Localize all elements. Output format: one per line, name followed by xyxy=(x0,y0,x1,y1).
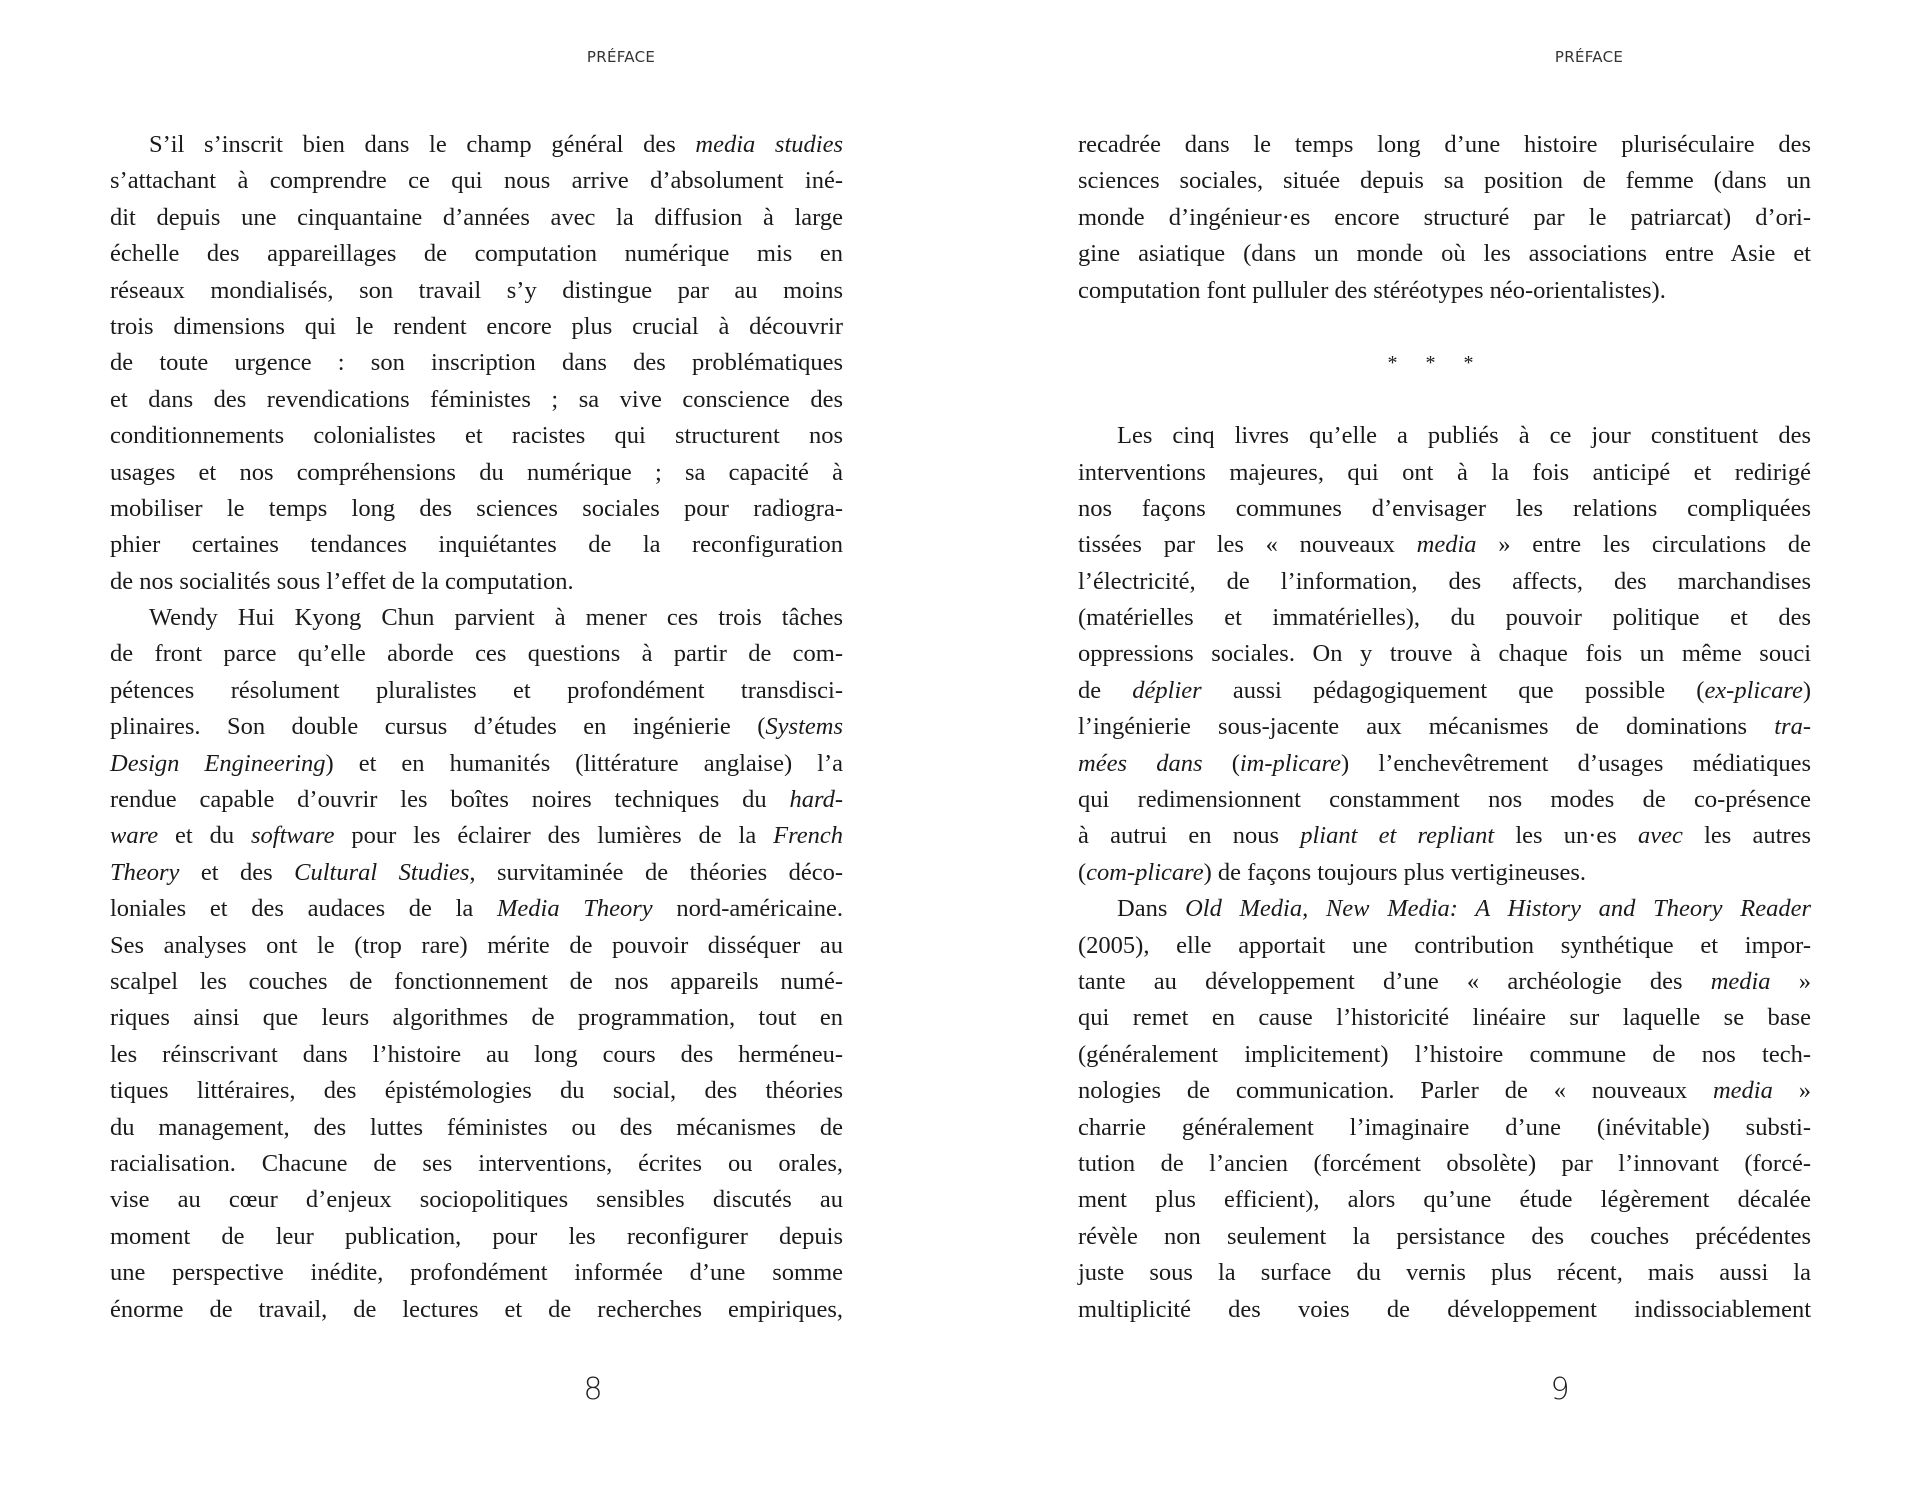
text-line xyxy=(1078,1292,1811,1328)
text-segment: phier certaines tendances inquiétantes de la reconfiguration xyxy=(110,531,843,559)
italic-segment: pliant et repliant xyxy=(1300,822,1495,850)
text-segment: et des xyxy=(179,858,295,886)
text-segment: s’attachant à comprendre ce qui nous arrive d’absolument iné- xyxy=(110,167,843,195)
text-segment: vise au cœur d’enjeux sociopolitiques sensibles discutés au xyxy=(110,1186,843,1214)
text-segment: *** xyxy=(1387,352,1502,375)
italic-segment: ware xyxy=(110,822,159,850)
text-segment: pour les éclairer des lumières de la xyxy=(334,822,774,850)
text-segment: nos façons communes d’envisager les relations compliquées xyxy=(1078,494,1811,522)
text-line xyxy=(110,891,843,927)
text-segment: trois dimensions qui le rendent encore plus crucial à découvrir xyxy=(110,312,843,340)
text-segment: (généralement implicitement) l’histoire commune de nos tech- xyxy=(1078,1040,1811,1068)
running-head: PRÉFACE xyxy=(586,48,656,66)
text-segment: ) xyxy=(1802,676,1812,704)
text-line xyxy=(110,673,843,709)
text-segment: l’électricité, de l’information, des affects, des marchandises xyxy=(1078,567,1811,595)
text-line xyxy=(110,928,843,964)
italic-segment: Systems xyxy=(765,713,843,741)
italic-segment: hard- xyxy=(789,786,843,814)
page-number: 8 xyxy=(583,1372,603,1407)
text-segment: Les cinq livres qu’elle a publiés à ce jour constituent des xyxy=(1117,422,1811,450)
text-segment: (2005), elle apportait une contribution synthétique et impor- xyxy=(1078,931,1811,959)
blank-line xyxy=(1078,382,1811,418)
text-line xyxy=(110,418,843,454)
text-segment: loniales et des audaces de la xyxy=(110,895,497,923)
text-line xyxy=(110,200,843,236)
italic-segment: software xyxy=(251,822,335,850)
italic-segment: media studies xyxy=(695,131,843,158)
text-segment: mobiliser le temps long des sciences sociales pour radiogra- xyxy=(110,494,843,522)
text-segment: à autrui en nous xyxy=(1078,822,1301,850)
text-line xyxy=(110,855,843,891)
text-line xyxy=(110,309,843,345)
text-line xyxy=(1078,564,1811,600)
text-segment: révèle non seulement la persistance des couches précédentes xyxy=(1078,1222,1811,1250)
text-line xyxy=(1078,782,1811,818)
text-line xyxy=(110,564,843,600)
text-segment: conditionnements colonialistes et racistes qui structurent nos xyxy=(110,422,843,450)
text-segment: aussi pédagogiquement que possible ( xyxy=(1201,676,1705,704)
text-segment: sciences sociales, située depuis sa position de femme (dans un xyxy=(1078,167,1811,195)
text-segment: de xyxy=(1078,676,1133,704)
text-line xyxy=(110,636,843,672)
text-segment: les réinscrivant dans l’histoire au long cours des herméneu- xyxy=(110,1040,843,1068)
text-segment: qui redimensionnent constamment nos modes de co-présence xyxy=(1078,786,1811,814)
text-line xyxy=(110,1182,843,1218)
text-segment: ( xyxy=(1078,858,1087,886)
text-line xyxy=(1078,418,1811,454)
italic-segment: déplier xyxy=(1132,676,1202,704)
text-segment: énorme de travail, de lectures et de recherches empiriques, xyxy=(110,1295,843,1323)
text-segment: » xyxy=(1770,967,1811,995)
running-head: PRÉFACE xyxy=(1554,48,1624,66)
text-segment: » xyxy=(1772,1077,1811,1105)
text-segment: tution de l’ancien (forcément obsolète) par l’innovant (forcé- xyxy=(1078,1149,1811,1177)
text-line xyxy=(1078,1255,1811,1291)
text-line xyxy=(1078,1146,1811,1182)
text-segment: racialisation. Chacune de ses interventions, écrites ou orales, xyxy=(110,1149,843,1177)
right-page xyxy=(961,0,1921,1496)
text-line xyxy=(1078,600,1811,636)
text-segment: de toute urgence : son inscription dans des problématiques xyxy=(110,349,843,377)
text-segment: » entre les circulations de xyxy=(1476,531,1811,559)
text-line xyxy=(110,964,843,1000)
italic-segment: Cultural Studies xyxy=(294,858,470,886)
text-segment: recadrée dans le temps long d’une histoire pluriséculaire des xyxy=(1078,131,1811,158)
text-line xyxy=(110,1219,843,1255)
text-segment: plinaires. Son double cursus d’études en ingénierie ( xyxy=(110,713,766,741)
text-segment: multiplicité des voies de développement indissociablement xyxy=(1078,1295,1811,1323)
text-segment: charrie généralement l’imaginaire d’une (inévitable) substi- xyxy=(1078,1113,1811,1141)
text-line xyxy=(1078,236,1811,272)
text-segment: les un·es xyxy=(1494,822,1639,850)
italic-segment: com-plicare xyxy=(1086,858,1204,886)
italic-segment: ex-plicare xyxy=(1704,676,1803,704)
text-segment: qui remet en cause l’historicité linéaire sur laquelle se base xyxy=(1078,1004,1811,1032)
italic-segment: media xyxy=(1712,1077,1773,1105)
text-line xyxy=(110,782,843,818)
text-segment: usages et nos compréhensions du numérique ; sa capacité à xyxy=(110,458,843,486)
text-line xyxy=(1078,636,1811,672)
text-segment: interventions majeures, qui ont à la fois anticipé et redirigé xyxy=(1078,458,1811,486)
text-line xyxy=(1078,855,1811,891)
text-segment: oppressions sociales. On y trouve à chaque fois un même souci xyxy=(1078,640,1811,668)
text-line xyxy=(110,600,843,636)
text-line xyxy=(110,1292,843,1328)
text-segment: computation font pulluler des stéréotypes néo-orientalistes). xyxy=(1078,276,1666,304)
text-segment: échelle des appareillages de computation numérique mis en xyxy=(110,240,843,268)
left-page xyxy=(0,0,960,1496)
text-line xyxy=(1078,1182,1811,1218)
text-line xyxy=(1078,527,1811,563)
text-segment: dit depuis une cinquantaine d’années avec la diffusion à large xyxy=(110,203,843,231)
text-line xyxy=(1078,1037,1811,1073)
text-segment: Wendy Hui Kyong Chun parvient à mener ces trois tâches xyxy=(149,604,843,632)
italic-segment: tra- xyxy=(1774,713,1811,741)
text-line xyxy=(1078,964,1811,1000)
text-segment: ( xyxy=(1202,749,1240,777)
text-line xyxy=(1078,818,1811,854)
text-line xyxy=(110,273,843,309)
text-line xyxy=(110,455,843,491)
text-line xyxy=(1078,1110,1811,1146)
text-line xyxy=(110,236,843,272)
text-line xyxy=(110,382,843,418)
text-segment: monde d’ingénieur·es encore structuré par le patriarcat) d’ori- xyxy=(1078,203,1811,231)
text-segment: Dans xyxy=(1117,895,1186,923)
text-segment: ) et en humanités (littérature anglaise) l’a xyxy=(325,749,843,777)
italic-segment: media xyxy=(1416,531,1477,559)
text-line xyxy=(1078,163,1811,199)
text-line xyxy=(1078,1000,1811,1036)
text-line xyxy=(1078,746,1811,782)
italic-segment: Media Theory xyxy=(496,895,653,923)
text-segment: les autres xyxy=(1682,822,1811,850)
text-segment: nord-américaine. xyxy=(652,895,843,923)
text-line xyxy=(1078,928,1811,964)
text-line xyxy=(1078,673,1811,709)
text-line xyxy=(110,491,843,527)
text-segment: ment plus efficient), alors qu’une étude légèrement décalée xyxy=(1078,1186,1811,1214)
italic-segment: Design Engineering xyxy=(110,749,326,777)
text-segment: et dans des revendications féministes ; sa vive conscience des xyxy=(110,385,843,413)
blank-line xyxy=(1078,309,1811,345)
text-segment: juste sous la surface du vernis plus récent, mais aussi la xyxy=(1078,1259,1811,1287)
text-segment: pétences résolument pluralistes et profondément transdisci- xyxy=(110,676,843,704)
text-segment: ) l’enchevêtrement d’usages médiatiques xyxy=(1341,749,1811,777)
text-segment: S’il s’inscrit bien dans le champ général des xyxy=(149,131,696,158)
italic-segment: Old Media, New Media: A History and Theory Reader xyxy=(1185,895,1811,923)
text-line xyxy=(110,746,843,782)
italic-segment: avec xyxy=(1638,822,1683,850)
text-segment: gine asiatique (dans un monde où les associations entre Asie et xyxy=(1078,240,1811,268)
text-line xyxy=(1078,491,1811,527)
text-line xyxy=(110,163,843,199)
italic-segment: French xyxy=(773,822,843,850)
text-segment: scalpel les couches de fonctionnement de nos appareils numé- xyxy=(110,967,843,995)
text-line xyxy=(110,1146,843,1182)
italic-segment: Theory xyxy=(110,858,180,886)
text-line xyxy=(110,1073,843,1109)
text-segment: tante au développement d’une « archéologie des xyxy=(1078,967,1711,995)
text-segment: riques ainsi que leurs algorithmes de programmation, tout en xyxy=(110,1004,843,1032)
text-segment: moment de leur publication, pour les reconfigurer depuis xyxy=(110,1222,843,1250)
text-line xyxy=(110,1110,843,1146)
text-segment: réseaux mondialisés, son travail s’y distingue par au moins xyxy=(110,276,843,304)
text-segment: (matérielles et immatérielles), du pouvoir politique et des xyxy=(1078,604,1811,632)
text-line xyxy=(1078,709,1811,745)
text-line xyxy=(1078,273,1811,309)
text-segment: de front parce qu’elle aborde ces questions à partir de com- xyxy=(110,640,843,668)
text-line xyxy=(110,709,843,745)
text-line xyxy=(1078,891,1811,927)
text-line xyxy=(1078,200,1811,236)
text-line xyxy=(1078,127,1811,163)
text-line xyxy=(1078,455,1811,491)
italic-segment: mées dans xyxy=(1078,749,1203,777)
text-line xyxy=(110,127,843,163)
italic-segment: media xyxy=(1710,967,1771,995)
text-segment: de nos socialités sous l’effet de la computation. xyxy=(110,567,574,595)
page-number: 9 xyxy=(1550,1372,1570,1407)
section-break xyxy=(1078,345,1811,381)
body-text xyxy=(1078,127,1811,1328)
text-line xyxy=(110,527,843,563)
text-line xyxy=(1078,1219,1811,1255)
text-line xyxy=(110,818,843,854)
text-line xyxy=(110,1037,843,1073)
text-segment: tiques littéraires, des épistémologies du social, des théories xyxy=(110,1077,843,1105)
text-segment: du management, des luttes féministes ou des mécanismes de xyxy=(110,1113,843,1141)
text-segment: , survitaminée de théories déco- xyxy=(469,858,843,886)
text-line xyxy=(1078,1073,1811,1109)
text-segment: rendue capable d’ouvrir les boîtes noires techniques du xyxy=(110,786,790,814)
text-line xyxy=(110,345,843,381)
text-segment: tissées par les « nouveaux xyxy=(1078,531,1417,559)
text-segment: nologies de communication. Parler de « nouveaux xyxy=(1078,1077,1713,1105)
text-segment: Ses analyses ont le (trop rare) mérite de pouvoir disséquer au xyxy=(110,931,843,959)
text-line xyxy=(110,1000,843,1036)
text-line xyxy=(110,1255,843,1291)
italic-segment: im-plicare xyxy=(1239,749,1342,777)
text-segment: et du xyxy=(158,822,251,850)
text-segment: ) de façons toujours plus vertigineuses. xyxy=(1203,858,1587,886)
body-text xyxy=(110,127,843,1328)
text-segment: une perspective inédite, profondément informée d’une somme xyxy=(110,1259,843,1287)
text-segment: l’ingénierie sous-jacente aux mécanismes de dominations xyxy=(1078,713,1775,741)
